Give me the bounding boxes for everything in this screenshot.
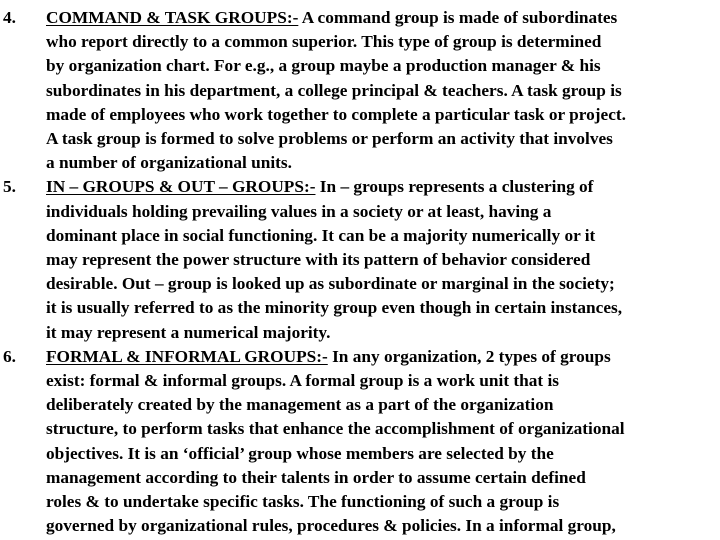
list-item-in-out-groups bbox=[0, 175, 720, 344]
item-line: individuals holding prevailing values in a society or at least, having a bbox=[46, 201, 552, 221]
item-line: structure, to perform tasks that enhance the accomplishment of organizational bbox=[46, 419, 625, 439]
item-heading: IN – GROUPS & OUT – GROUPS:- bbox=[46, 177, 316, 197]
item-line: it is usually referred to as the minority group even though in certain instances, bbox=[46, 298, 623, 318]
item-line: made of employees who work together to complete a particular task or project. bbox=[46, 104, 626, 124]
item-first-line bbox=[46, 175, 720, 199]
item-line: governed by organizational rules, procedures & policies. In a informal group, bbox=[46, 516, 616, 536]
item-line: management according to their talents in order to assume certain defined bbox=[46, 467, 586, 487]
item-line: a number of organizational units. bbox=[46, 153, 292, 173]
item-line: subordinates in his department, a college principal & teachers. A task group is bbox=[46, 80, 622, 100]
item-line: roles & to undertake specific tasks. The functioning of such a group is bbox=[46, 492, 560, 512]
item-line: deliberately created by the management as a part of the organization bbox=[46, 395, 554, 415]
item-line: desirable. Out – group is looked up as subordinate or marginal in the society; bbox=[46, 274, 615, 294]
item-line: objectives. It is an ‘official’ group whose members are selected by the bbox=[46, 443, 554, 463]
item-line: by organization chart. For e.g., a group maybe a production manager & his bbox=[46, 56, 601, 76]
list-item-formal-informal-groups bbox=[0, 345, 720, 539]
item-number: 4. bbox=[3, 8, 16, 27]
list-item-command-task-groups bbox=[0, 0, 720, 175]
item-line: A task group is formed to solve problems or perform an activity that involves bbox=[46, 129, 613, 149]
item-first-line bbox=[46, 6, 720, 30]
item-number: 5. bbox=[3, 177, 16, 197]
item-heading: COMMAND & TASK GROUPS:- bbox=[46, 8, 299, 27]
item-first-line bbox=[46, 345, 720, 369]
item-number: 6. bbox=[3, 346, 16, 366]
item-heading: FORMAL & INFORMAL GROUPS:- bbox=[46, 346, 328, 366]
item-line: exist: formal & informal groups. A formal group is a work unit that is bbox=[46, 371, 560, 391]
item-line: may represent the power structure with its pattern of behavior considered bbox=[46, 250, 591, 270]
item-first-line-text: In any organization, 2 types of groups bbox=[327, 346, 611, 366]
item-line: it may represent a numerical majority. bbox=[46, 322, 331, 342]
item-line: dominant place in social functioning. It can be a majority numerically or it bbox=[46, 225, 596, 245]
item-first-line-text: In – groups represents a clustering of bbox=[315, 177, 594, 197]
item-line: who report directly to a common superior. This type of group is determined bbox=[46, 32, 602, 52]
item-first-line-text: A command group is made of subordinates bbox=[298, 8, 618, 27]
